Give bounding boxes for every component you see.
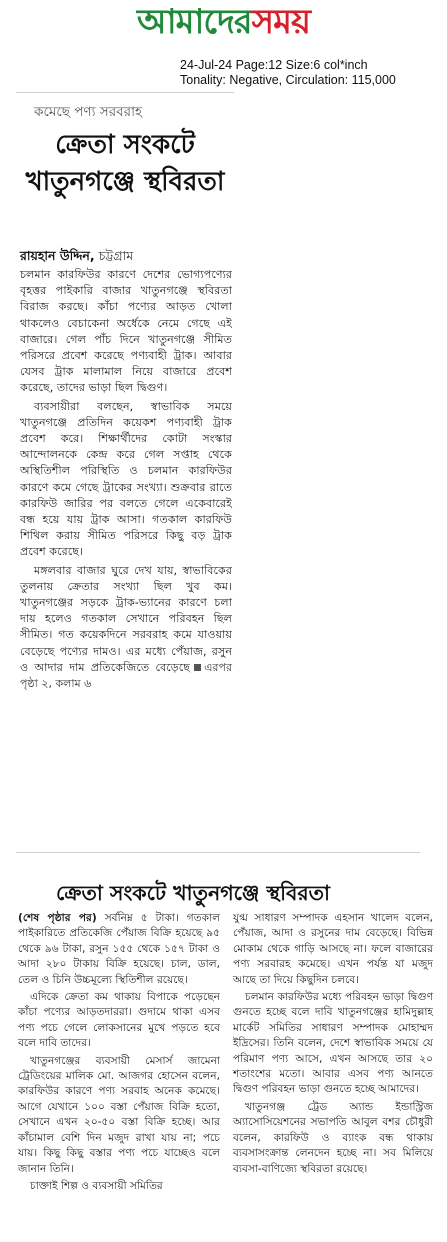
clipping-meta-line-1: 24-Jul-24 Page:12 Size:6 col*inch bbox=[180, 58, 368, 72]
article-paragraph-3-text: মঙ্গলবার বাজার ঘুরে দেখ যায়, স্বাভাবিকের তুলনায় ক্রেতার সংখ্যা ছিল খুব কম। খাতুনগঞ্জের সড়কে ট্রাক-ভ্যানের কারণে চলা দায় হলেও গতকাল সেখানে পরিবহন ছিল সীমিত। গত কয়েকদিনে সরবরাহ কমে যাওয়ায় বেড়েছে পণ্যের দামও। এর মধ্যে পেঁয়াজ, রসুন ও আদার দাম প্রতিকেজিতে বেড়েছে bbox=[20, 563, 232, 674]
article-paragraph-3 bbox=[20, 563, 232, 693]
article-paragraph-1: চলমান কারফিউর কারণে দেশের ভোগ্যপণ্যের বৃহত্তর পাইকারি বাজার খাতুনগঞ্জে স্থবিরতা বিরাজ করছে। কাঁচা পণ্যের আড়ত খোলা থাকলেও বেচাকেনা অর্ধেকে নেমে গেছে এই বাজারে। গেল পাঁচ দিনে খাতুনগঞ্জে সীমিত পরিসরে প্রবেশ করেছে পণ্যবাহী ট্রাক। আবার যেসব ট্রাক মালামাল নিয়ে বাজারে প্রবেশ করেছে, তাদের ভাড়া ছিল দ্বিগুণ। bbox=[20, 268, 232, 395]
continuation-paragraph-1 bbox=[18, 911, 220, 988]
byline-author: রায়হান উদ্দিন, bbox=[20, 248, 95, 263]
continuation-paragraph-1-text: সর্বনিম্ন ৫ টাকা। গতকাল পাইকারিতে প্রতিকেজি পেঁয়াজ বিক্রি হয়েছে ৯৫ থেকে ৯৬ টাকা, রসুন ১৫৫ থেকে ১৫৭ টাকা ও আদা ২৮০ টাকায় বিক্রি হয়েছে। চাল, ডাল, তেল ও চিনি উচ্চমূল্যে স্থিতিশীল রয়েছে। bbox=[18, 912, 220, 986]
continuation-headline: ক্রেতা সংকটে খাতুনগঞ্জে স্থবিরতা bbox=[56, 881, 330, 905]
byline-location: চট্টগ্রাম bbox=[98, 248, 134, 263]
continuation-column-2 bbox=[233, 911, 433, 1177]
continuation-paragraph-6: চলমান কারফিউর মধ্যে পরিবহন ভাড়া দ্বিগুণ গুনতে হচ্ছে বলে দাবি খাতুনগঞ্জের হামিদুল্লাহ মার্কেট সমিতির সাধারণ সম্পাদক মোহাম্মদ ইদ্রিসের। তিনি বলেন, দেশে স্বাভাবিক সময়ে যে পরিমাণ পণ্য আসে, এখন আসছে তার ২০ শতাংশের মতো। আবার এসব পণ্য আনতে দ্বিগুণ পরিবহন ভাড়া গুনতে হচ্ছে আমাদের। bbox=[233, 991, 433, 1096]
clipping-meta-line-2: Tonality: Negative, Circulation: 115,000 bbox=[180, 73, 396, 87]
continuation-paragraph-5: যুগ্ম সাধারণ সম্পাদক এহসান খালেদ বলেন, পেঁয়াজ, আদা ও রসুনের দাম বেড়েছে। বিভিন্ন মোকাম থেকে গাড়ি আসছে না। ফলে বাজারের পণ্য সরবারহ কমেছে। এখন পর্যন্ত যা মজুদ আছে তা দিয়ে কিছুদিন চলবে। bbox=[233, 912, 433, 986]
continuation-paragraph-4: চাক্তাই শিল্প ও ব্যবসায়ী সমিতির bbox=[30, 1179, 163, 1192]
logo-part-2: সময় bbox=[251, 2, 310, 42]
section-divider bbox=[16, 852, 420, 853]
clipping-meta bbox=[180, 58, 396, 88]
article-headline: ক্রেতা সংকটে খাতুনগঞ্জে স্থবিরতা bbox=[25, 130, 225, 197]
continuation-paragraph-3: খাতুনগঞ্জের ব্যবসায়ী মেসার্স জামেনা ট্রেডিংয়ের মালিক মো. আজগর হোসেন বলেন, কারফিউর কারণে পণ্য সরবাহ অনেক কমেছে। আগে যেখানে ১০০ বস্তা পেঁয়াজ বিক্রি হতো, সেখানে এখন ২০-৫০ বস্তা বিক্রি হচ্ছে। আর কাঁচামাল বেশি দিন মজুদ রাখা যায় না; পচে যায়। কিছু কিছু বস্তার পণ্য পচে যাচ্ছেও বলে জানান তিনি। bbox=[18, 1054, 220, 1175]
continued-note: এরপর পৃষ্ঠা ২, কলাম ৬ bbox=[20, 660, 232, 691]
article bbox=[16, 92, 234, 849]
continuation-column-1 bbox=[18, 911, 220, 1194]
continuation-paragraph-2: এদিকে ক্রেতা কম থাকায় বিপাকে পড়েছেন কাঁচা পণ্যের আড়তদাররা। গুদামে থাকা এসব পণ্য পচে গেলে লোকসানের মুখে পড়তে হবে বলে দাবি তাদের। bbox=[18, 991, 220, 1050]
article-body bbox=[20, 267, 232, 692]
newspaper-logo bbox=[137, 2, 310, 42]
continuation-lead: (শেষ পৃষ্ঠার পর) bbox=[18, 912, 97, 924]
continuation-paragraph-7: খাতুনগঞ্জ ট্রেড অ্যান্ড ইন্ডাস্ট্রিজ অ্যাসোসিয়েশনের সভাপতি আবুল বশর চৌধুরী বলেন, কারফিউ ও ব্যাংক বন্ধ থাকায় ব্যবসাসংক্রান্ত লেনদেন হচ্ছে না। সব মিলিয়ে ব্যবসা-বাণিজ্যে স্থবিরতা রয়েছে। bbox=[233, 1100, 433, 1175]
masthead bbox=[0, 0, 447, 48]
article-kicker: কমেছে পণ্য সরবরাহ bbox=[34, 104, 143, 120]
article-paragraph-2: ব্যবসায়ীরা বলছেন, স্বাভাবিক সময়ে খাতুনগঞ্জে প্রতিদিন কয়েকশ পণ্যবাহী ট্রাক প্রবেশ করে। শিক্ষার্থীদের কোটা সংস্কার আন্দোলনকে কেন্দ্র করে গেল সপ্তাহ থেকে অস্থিতিশীল পরিস্থিতি ও চলমান কারফিউর কারণে কমে গেছে ট্রাকের সংখ্যা। শুক্রবার রাতে কারফিউ জারির পর বলতে গেলে একেবারেই বন্ধ হয়ে যায় ট্রাক আসা। গতকাল কারফিউ শিথিল করায় সীমিত পরিসরে কিছু বড় ট্রাক প্রবেশ করেছে। bbox=[20, 399, 232, 559]
article-byline bbox=[20, 248, 133, 268]
logo-part-1: আমাদের bbox=[137, 2, 252, 42]
square-bullet-icon bbox=[194, 664, 201, 671]
